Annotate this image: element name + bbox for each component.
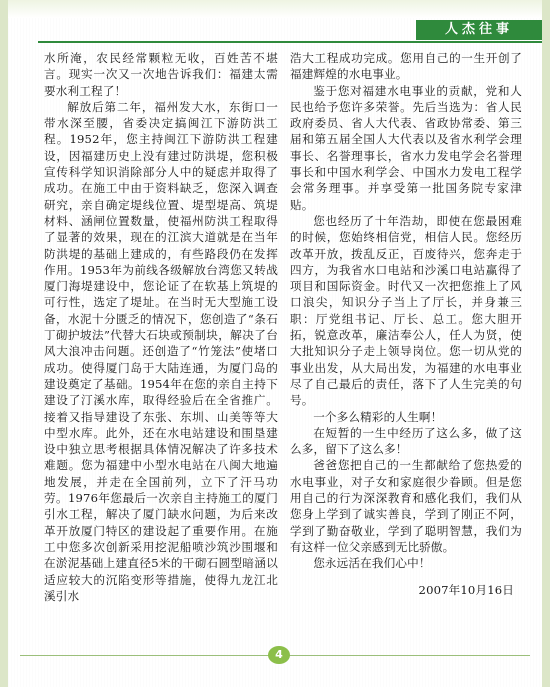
right-column [290, 50, 522, 598]
magazine-page [8, 0, 542, 687]
paragraph: 浩大工程成功完成。您用自己的一生开创了福建辉煌的水电事业。 [290, 51, 522, 82]
top-band [8, 0, 542, 18]
paragraph: 您也经历了十年浩劫，即使在您最困难的时候，您始终相信党，相信人民。您经历改革开放，拨乱反正，百废待兴，您奔走于四方，为我省水口电站和沙溪口电站赢得了项目和国际资金。时代又一次把您推上了风口浪尖，知识分子当上了厅长，并身兼三职：厅党组书记、厅长、总工。您大胆开拓，锐意改革，廉洁奉公人，任人为贤，使大批知识分子走上领导岗位。您一切从党的事业出发，从大局出发，为福建的水电事业尽了自己最后的责任，落下了人生完美的句号。 [290, 213, 522, 408]
paragraph: 鉴于您对福建水电事业的贡献，党和人民也给予您许多荣誉。先后当选为：省人民政府委员、省人大代表、省政协常委、第三届和第五届全国人大代表以及省水利学会理事长、名誉理事长，省水力发电学会名誉理事长和中国水利学会、中国水力发电工程学会常务理事。并享受第一批国务院专家津贴。 [290, 83, 522, 212]
paragraph: 解放后第二年，福州发大水，东街口一带水深至腰，省委决定搞闽江下游防洪工程。1952年，您主持闽江下游防洪工程建设，因福建历史上没有建过防洪堤，您积极宣传科学知识消除部分人中的疑虑并取得了成功。在施工中由于资料缺乏，您深入调查研究，亲自确定堤线位置、堤型堤高、筑堤材料、涵闸位置数量，使福州防洪工程取得了显著的效果，现在的江滨大道就是在当年防洪堤的基础上建成的，有些路段仍在发挥作用。1953年为前线各级解放台湾您又转战厦门海堤建设中，您论证了在软基上筑堤的可行性，选定了堤址。在当时无大型施工设备，水泥十分匮乏的情况下，您创造了“条石丁砌护坡法”代替大石块或预制块，解决了台风大浪冲击问题。还创造了“竹笼法”使堵口成功。使得厦门岛于大陆连通，为厦门岛的建设奠定了基础。1954年在您的亲自主持下建设了汀溪水库，取得经验后在全省推广。接着又指导建设了东张、东圳、山美等等大中型水库。此外，还在水电站建设和围垦建设中独立思考根据具体情况解决了许多技术难题。您为福建中小型水电站在八闽大地遍地发展，并走在全国前列，立下了汗马功劳。1976年您最后一次亲自主持施工的厦门引水工程，解决了厦门缺水问题，为后来改革开放厦门特区的建设起了重要作用。在施工中您多次创新采用挖泥船喷沙筑沙围堰和在淤泥基础上建直径5米的干砌石圆型暗涵以适应较大的沉陷变形等措施，使得九龙江北溪引水 [44, 99, 278, 603]
paragraph: 一个多么精彩的人生啊！ [313, 409, 443, 424]
paragraph: 在短暂的一生中经历了这么多，做了这么多，留下了这么多！ [290, 425, 522, 457]
paragraph: 水所淹，农民经常颗粒无收，百姓苦不堪言。现实一次又一次地告诉我们：福建太需要水利工程了！ [44, 51, 278, 98]
header-rule [38, 41, 542, 43]
paragraph: 您永远活在我们心中！ [313, 556, 431, 571]
page-number-badge: 4 [268, 646, 290, 664]
paragraph: 爸爸您把自己的一生都献给了您热爱的水电事业，对子女和家庭很少眷顾。但是您用自己的行为深深教育和感化我们，我们从您身上学到了诚实善良，学到了刚正不阿，学到了勤奋敬业，学到了聪明智慧，我们为有这样一位父亲感到无比骄傲。 [290, 458, 522, 554]
left-column [44, 50, 278, 604]
section-title: 人杰往事 [416, 20, 542, 40]
date-signature: 2007年10月16日 [418, 582, 514, 597]
